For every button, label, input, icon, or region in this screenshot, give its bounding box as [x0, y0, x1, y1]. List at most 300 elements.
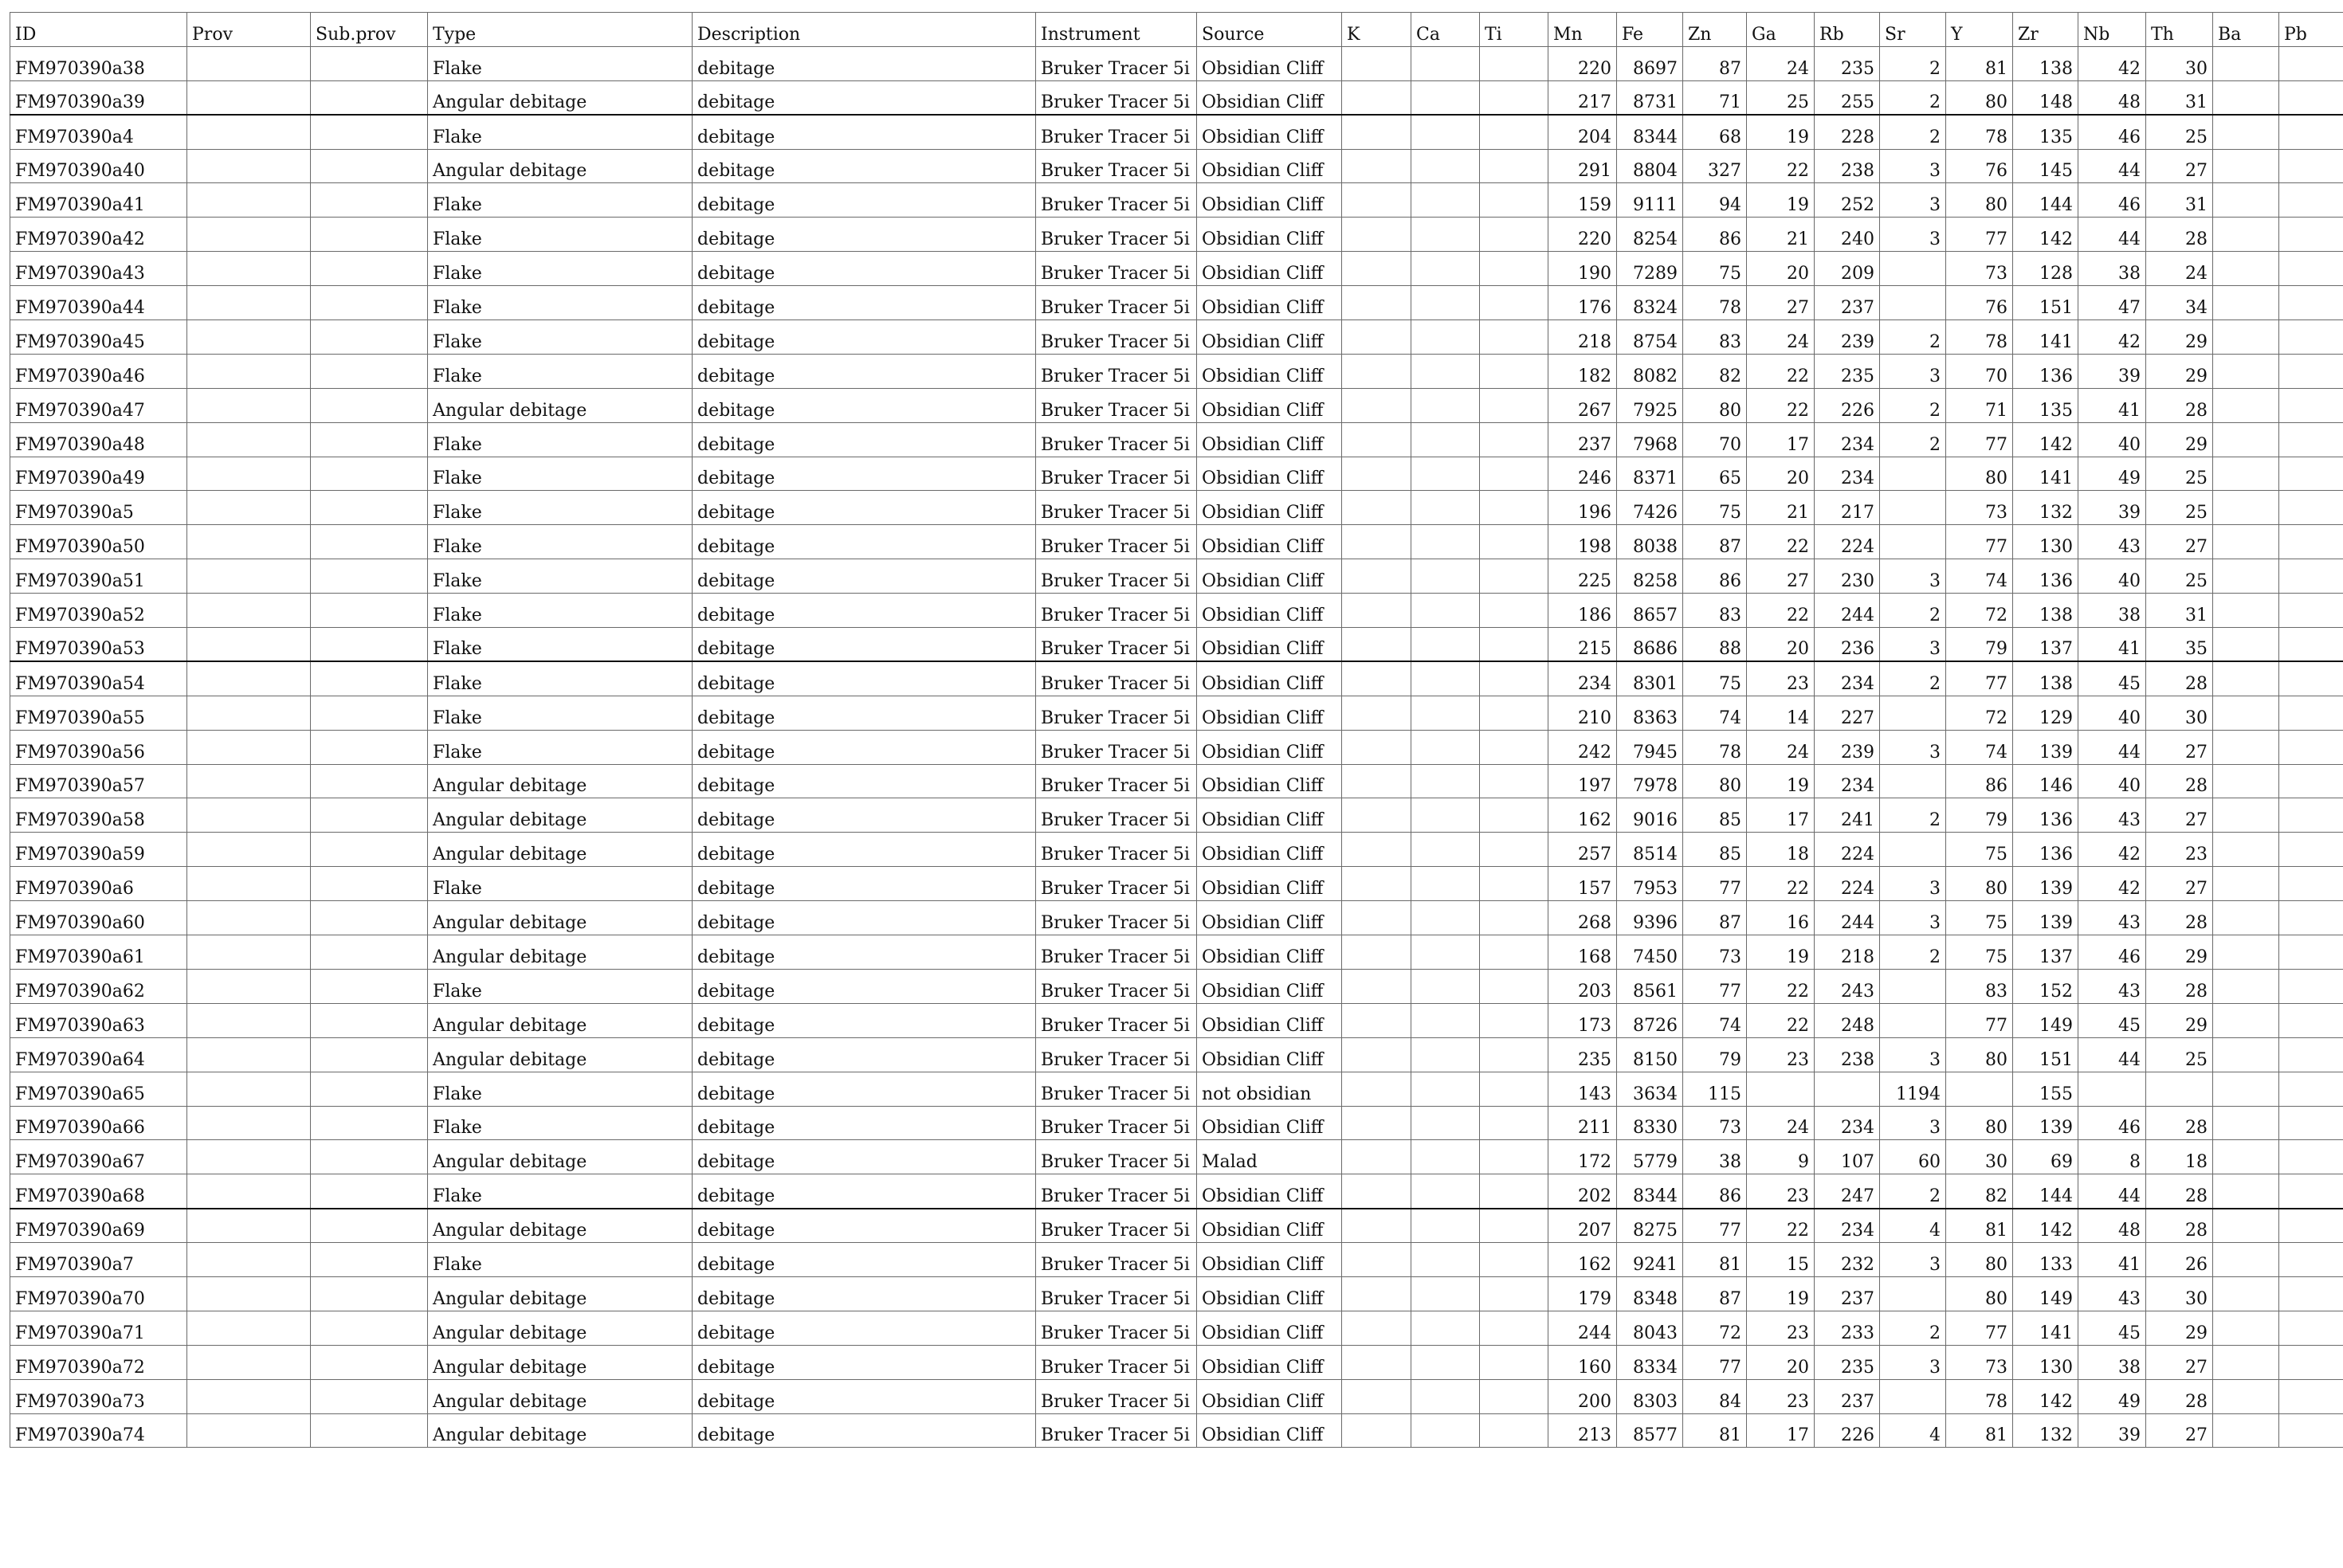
cell-id: FM970390a66 [10, 1106, 187, 1140]
cell-th: 29 [2146, 354, 2213, 388]
cell-instrument: Bruker Tracer 5i [1036, 628, 1197, 662]
cell-rb: 238 [1815, 1037, 1880, 1072]
cell-description: debitage [693, 1379, 1036, 1413]
cell-fe: 9241 [1617, 1243, 1683, 1277]
cell-fe: 7978 [1617, 764, 1683, 798]
cell-rb: 224 [1815, 867, 1880, 901]
cell-source: not obsidian [1197, 1072, 1342, 1106]
cell-k [1342, 354, 1411, 388]
table-row [10, 1345, 2343, 1379]
cell-subprov [311, 1276, 428, 1311]
cell-id: FM970390a74 [10, 1413, 187, 1448]
col-header-instrument: Instrument [1036, 13, 1197, 47]
cell-mn: 159 [1548, 183, 1617, 218]
cell-th: 18 [2146, 1140, 2213, 1174]
cell-instrument: Bruker Tracer 5i [1036, 867, 1197, 901]
cell-ca [1411, 286, 1480, 320]
cell-subprov [311, 1072, 428, 1106]
cell-ba [2213, 1379, 2279, 1413]
cell-sr: 3 [1880, 149, 1946, 183]
cell-th: 31 [2146, 80, 2213, 115]
cell-instrument: Bruker Tracer 5i [1036, 286, 1197, 320]
cell-subprov [311, 320, 428, 355]
cell-ti [1480, 183, 1548, 218]
cell-th: 25 [2146, 457, 2213, 491]
cell-ti [1480, 764, 1548, 798]
cell-nb: 46 [2078, 935, 2146, 970]
cell-subprov [311, 252, 428, 286]
cell-rb: 243 [1815, 969, 1880, 1003]
cell-prov [187, 559, 311, 594]
cell-ca [1411, 183, 1480, 218]
cell-mn: 211 [1548, 1106, 1617, 1140]
cell-fe: 3634 [1617, 1072, 1683, 1106]
cell-mn: 190 [1548, 252, 1617, 286]
cell-sr: 3 [1880, 901, 1946, 935]
cell-zn: 85 [1683, 833, 1747, 867]
cell-zn: 83 [1683, 594, 1747, 628]
cell-k [1342, 969, 1411, 1003]
cell-description: debitage [693, 422, 1036, 457]
cell-ga: 22 [1747, 354, 1815, 388]
cell-y: 73 [1946, 491, 2013, 525]
cell-ba [2213, 1345, 2279, 1379]
cell-sr [1880, 1379, 1946, 1413]
cell-ca [1411, 867, 1480, 901]
cell-zr: 141 [2013, 1311, 2078, 1345]
cell-source: Obsidian Cliff [1197, 320, 1342, 355]
cell-nb: 41 [2078, 1243, 2146, 1277]
cell-th: 31 [2146, 183, 2213, 218]
cell-fe: 8150 [1617, 1037, 1683, 1072]
cell-source: Obsidian Cliff [1197, 1174, 1342, 1209]
cell-ba [2213, 252, 2279, 286]
cell-pb [2279, 1106, 2343, 1140]
cell-k [1342, 559, 1411, 594]
cell-subprov [311, 661, 428, 696]
cell-ba [2213, 46, 2279, 80]
cell-pb [2279, 1140, 2343, 1174]
cell-fe: 8754 [1617, 320, 1683, 355]
cell-mn: 202 [1548, 1174, 1617, 1209]
cell-ba [2213, 422, 2279, 457]
cell-rb: 224 [1815, 525, 1880, 559]
cell-ca [1411, 1311, 1480, 1345]
cell-ba [2213, 457, 2279, 491]
table-row [10, 252, 2343, 286]
cell-ba [2213, 1140, 2279, 1174]
cell-rb: 255 [1815, 80, 1880, 115]
table-row [10, 1072, 2343, 1106]
cell-ba [2213, 80, 2279, 115]
cell-subprov [311, 1106, 428, 1140]
cell-pb [2279, 286, 2343, 320]
cell-id: FM970390a57 [10, 764, 187, 798]
cell-description: debitage [693, 867, 1036, 901]
cell-ba [2213, 628, 2279, 662]
cell-ga: 24 [1747, 320, 1815, 355]
cell-source: Obsidian Cliff [1197, 661, 1342, 696]
cell-type: Angular debitage [428, 1140, 693, 1174]
cell-id: FM970390a67 [10, 1140, 187, 1174]
cell-prov [187, 218, 311, 252]
cell-th: 27 [2146, 867, 2213, 901]
cell-ga: 22 [1747, 969, 1815, 1003]
cell-subprov [311, 286, 428, 320]
cell-fe: 8324 [1617, 286, 1683, 320]
cell-ca [1411, 1174, 1480, 1209]
cell-sr: 2 [1880, 935, 1946, 970]
cell-ba [2213, 1037, 2279, 1072]
cell-mn: 176 [1548, 286, 1617, 320]
cell-type: Angular debitage [428, 1413, 693, 1448]
cell-sr: 3 [1880, 1345, 1946, 1379]
cell-description: debitage [693, 1413, 1036, 1448]
cell-subprov [311, 1243, 428, 1277]
cell-id: FM970390a47 [10, 388, 187, 422]
cell-pb [2279, 1379, 2343, 1413]
cell-k [1342, 1174, 1411, 1209]
cell-pb [2279, 46, 2343, 80]
cell-source: Obsidian Cliff [1197, 1311, 1342, 1345]
cell-prov [187, 628, 311, 662]
cell-instrument: Bruker Tracer 5i [1036, 46, 1197, 80]
cell-sr: 4 [1880, 1209, 1946, 1243]
cell-ti [1480, 1174, 1548, 1209]
cell-rb: 235 [1815, 46, 1880, 80]
cell-th: 27 [2146, 1413, 2213, 1448]
cell-th: 28 [2146, 1379, 2213, 1413]
cell-source: Obsidian Cliff [1197, 867, 1342, 901]
cell-ba [2213, 183, 2279, 218]
table-row [10, 46, 2343, 80]
cell-k [1342, 1037, 1411, 1072]
cell-zr: 151 [2013, 1037, 2078, 1072]
cell-prov [187, 969, 311, 1003]
table-row [10, 218, 2343, 252]
cell-id: FM970390a70 [10, 1276, 187, 1311]
cell-id: FM970390a45 [10, 320, 187, 355]
cell-nb: 43 [2078, 969, 2146, 1003]
cell-prov [187, 1276, 311, 1311]
cell-ga: 24 [1747, 1106, 1815, 1140]
cell-ga: 15 [1747, 1243, 1815, 1277]
cell-nb: 43 [2078, 901, 2146, 935]
cell-ti [1480, 1209, 1548, 1243]
cell-id: FM970390a4 [10, 115, 187, 149]
cell-ga [1747, 1072, 1815, 1106]
cell-id: FM970390a65 [10, 1072, 187, 1106]
cell-type: Angular debitage [428, 388, 693, 422]
cell-sr [1880, 457, 1946, 491]
table-row [10, 183, 2343, 218]
cell-ti [1480, 149, 1548, 183]
cell-instrument: Bruker Tracer 5i [1036, 183, 1197, 218]
cell-ga: 20 [1747, 1345, 1815, 1379]
cell-pb [2279, 1276, 2343, 1311]
cell-y: 77 [1946, 1311, 2013, 1345]
cell-nb: 42 [2078, 833, 2146, 867]
cell-k [1342, 1072, 1411, 1106]
cell-instrument: Bruker Tracer 5i [1036, 457, 1197, 491]
cell-rb: 217 [1815, 491, 1880, 525]
cell-source: Obsidian Cliff [1197, 388, 1342, 422]
cell-fe: 7945 [1617, 730, 1683, 764]
cell-id: FM970390a58 [10, 798, 187, 833]
cell-zn: 83 [1683, 320, 1747, 355]
cell-source: Obsidian Cliff [1197, 80, 1342, 115]
cell-ba [2213, 1072, 2279, 1106]
cell-ti [1480, 798, 1548, 833]
cell-ga: 20 [1747, 628, 1815, 662]
cell-sr: 3 [1880, 559, 1946, 594]
cell-subprov [311, 1379, 428, 1413]
cell-mn: 213 [1548, 1413, 1617, 1448]
cell-instrument: Bruker Tracer 5i [1036, 764, 1197, 798]
cell-type: Flake [428, 218, 693, 252]
cell-ca [1411, 457, 1480, 491]
cell-description: debitage [693, 1276, 1036, 1311]
cell-y: 70 [1946, 354, 2013, 388]
cell-sr: 2 [1880, 422, 1946, 457]
cell-ba [2213, 1209, 2279, 1243]
cell-type: Angular debitage [428, 935, 693, 970]
cell-zr: 139 [2013, 730, 2078, 764]
cell-zn: 81 [1683, 1243, 1747, 1277]
cell-type: Flake [428, 594, 693, 628]
cell-pb [2279, 901, 2343, 935]
cell-source: Obsidian Cliff [1197, 491, 1342, 525]
cell-ti [1480, 1345, 1548, 1379]
table-row [10, 764, 2343, 798]
cell-ca [1411, 798, 1480, 833]
cell-th: 25 [2146, 1037, 2213, 1072]
cell-y: 79 [1946, 798, 2013, 833]
cell-mn: 220 [1548, 218, 1617, 252]
cell-ba [2213, 1003, 2279, 1037]
cell-y: 81 [1946, 1209, 2013, 1243]
cell-sr [1880, 525, 1946, 559]
cell-th: 27 [2146, 525, 2213, 559]
cell-th: 26 [2146, 1243, 2213, 1277]
table-row [10, 661, 2343, 696]
cell-prov [187, 183, 311, 218]
cell-ca [1411, 525, 1480, 559]
cell-y: 78 [1946, 1379, 2013, 1413]
cell-ga: 19 [1747, 764, 1815, 798]
cell-zn: 74 [1683, 1003, 1747, 1037]
cell-source: Obsidian Cliff [1197, 559, 1342, 594]
cell-description: debitage [693, 935, 1036, 970]
cell-subprov [311, 525, 428, 559]
cell-type: Flake [428, 286, 693, 320]
cell-fe: 8082 [1617, 354, 1683, 388]
cell-zn: 78 [1683, 286, 1747, 320]
cell-instrument: Bruker Tracer 5i [1036, 1379, 1197, 1413]
cell-prov [187, 1345, 311, 1379]
cell-k [1342, 218, 1411, 252]
cell-mn: 160 [1548, 1345, 1617, 1379]
cell-pb [2279, 867, 2343, 901]
cell-mn: 200 [1548, 1379, 1617, 1413]
cell-ga: 22 [1747, 594, 1815, 628]
cell-mn: 244 [1548, 1311, 1617, 1345]
cell-ti [1480, 388, 1548, 422]
cell-description: debitage [693, 1106, 1036, 1140]
cell-th: 29 [2146, 320, 2213, 355]
cell-source: Obsidian Cliff [1197, 833, 1342, 867]
cell-zn: 77 [1683, 1345, 1747, 1379]
cell-instrument: Bruker Tracer 5i [1036, 388, 1197, 422]
cell-nb: 40 [2078, 422, 2146, 457]
cell-rb: 228 [1815, 115, 1880, 149]
cell-source: Obsidian Cliff [1197, 1106, 1342, 1140]
cell-zr: 155 [2013, 1072, 2078, 1106]
cell-sr: 2 [1880, 798, 1946, 833]
cell-ga: 21 [1747, 218, 1815, 252]
cell-sr [1880, 833, 1946, 867]
cell-sr: 60 [1880, 1140, 1946, 1174]
cell-pb [2279, 696, 2343, 730]
cell-nb: 46 [2078, 115, 2146, 149]
cell-id: FM970390a62 [10, 969, 187, 1003]
cell-ga: 22 [1747, 149, 1815, 183]
cell-sr [1880, 491, 1946, 525]
cell-fe: 8371 [1617, 457, 1683, 491]
cell-rb: 224 [1815, 833, 1880, 867]
cell-ba [2213, 559, 2279, 594]
cell-zr: 136 [2013, 798, 2078, 833]
cell-id: FM970390a44 [10, 286, 187, 320]
cell-th: 23 [2146, 833, 2213, 867]
cell-pb [2279, 183, 2343, 218]
table-row [10, 1209, 2343, 1243]
cell-fe: 8697 [1617, 46, 1683, 80]
cell-zr: 139 [2013, 867, 2078, 901]
cell-th: 28 [2146, 764, 2213, 798]
cell-id: FM970390a73 [10, 1379, 187, 1413]
cell-k [1342, 252, 1411, 286]
cell-ti [1480, 1243, 1548, 1277]
cell-type: Flake [428, 491, 693, 525]
cell-pb [2279, 1345, 2343, 1379]
table-body [10, 46, 2343, 1448]
cell-ti [1480, 354, 1548, 388]
cell-ca [1411, 661, 1480, 696]
cell-fe: 7953 [1617, 867, 1683, 901]
cell-id: FM970390a7 [10, 1243, 187, 1277]
cell-ga: 27 [1747, 286, 1815, 320]
cell-fe: 8561 [1617, 969, 1683, 1003]
cell-ti [1480, 969, 1548, 1003]
cell-nb: 45 [2078, 1003, 2146, 1037]
cell-pb [2279, 764, 2343, 798]
cell-fe: 7450 [1617, 935, 1683, 970]
cell-fe: 8348 [1617, 1276, 1683, 1311]
cell-nb: 38 [2078, 252, 2146, 286]
cell-type: Angular debitage [428, 1037, 693, 1072]
cell-zr: 130 [2013, 1345, 2078, 1379]
cell-y: 72 [1946, 696, 2013, 730]
cell-ga: 16 [1747, 901, 1815, 935]
cell-ti [1480, 252, 1548, 286]
cell-description: debitage [693, 388, 1036, 422]
cell-ti [1480, 1413, 1548, 1448]
col-header-ba: Ba [2213, 13, 2279, 47]
cell-zn: 88 [1683, 628, 1747, 662]
cell-zn: 87 [1683, 525, 1747, 559]
col-header-ga: Ga [1747, 13, 1815, 47]
cell-th: 28 [2146, 661, 2213, 696]
cell-description: debitage [693, 901, 1036, 935]
cell-ba [2213, 388, 2279, 422]
cell-prov [187, 833, 311, 867]
cell-instrument: Bruker Tracer 5i [1036, 559, 1197, 594]
cell-k [1342, 286, 1411, 320]
cell-k [1342, 935, 1411, 970]
cell-mn: 291 [1548, 149, 1617, 183]
cell-type: Flake [428, 320, 693, 355]
cell-rb: 237 [1815, 1379, 1880, 1413]
col-header-rb: Rb [1815, 13, 1880, 47]
cell-subprov [311, 457, 428, 491]
cell-prov [187, 730, 311, 764]
cell-zn: 86 [1683, 559, 1747, 594]
cell-instrument: Bruker Tracer 5i [1036, 1174, 1197, 1209]
cell-ti [1480, 525, 1548, 559]
cell-zn: 86 [1683, 1174, 1747, 1209]
cell-zr: 146 [2013, 764, 2078, 798]
cell-ca [1411, 422, 1480, 457]
cell-fe: 8804 [1617, 149, 1683, 183]
cell-mn: 210 [1548, 696, 1617, 730]
cell-zr: 132 [2013, 491, 2078, 525]
cell-k [1342, 1345, 1411, 1379]
cell-type: Angular debitage [428, 1003, 693, 1037]
table-row [10, 320, 2343, 355]
cell-fe: 8334 [1617, 1345, 1683, 1379]
cell-id: FM970390a39 [10, 80, 187, 115]
cell-ga: 22 [1747, 867, 1815, 901]
cell-mn: 198 [1548, 525, 1617, 559]
cell-zn: 115 [1683, 1072, 1747, 1106]
cell-source: Obsidian Cliff [1197, 46, 1342, 80]
table-row [10, 867, 2343, 901]
cell-fe: 8303 [1617, 1379, 1683, 1413]
cell-mn: 267 [1548, 388, 1617, 422]
cell-instrument: Bruker Tracer 5i [1036, 1209, 1197, 1243]
cell-sr: 2 [1880, 80, 1946, 115]
cell-mn: 182 [1548, 354, 1617, 388]
cell-ca [1411, 1345, 1480, 1379]
cell-source: Obsidian Cliff [1197, 1209, 1342, 1243]
cell-k [1342, 798, 1411, 833]
cell-id: FM970390a48 [10, 422, 187, 457]
cell-zr: 151 [2013, 286, 2078, 320]
cell-ti [1480, 422, 1548, 457]
cell-subprov [311, 559, 428, 594]
table-row [10, 1276, 2343, 1311]
cell-type: Flake [428, 1243, 693, 1277]
cell-ca [1411, 491, 1480, 525]
col-header-th: Th [2146, 13, 2213, 47]
cell-ga: 23 [1747, 1379, 1815, 1413]
cell-ti [1480, 1037, 1548, 1072]
cell-pb [2279, 218, 2343, 252]
cell-ba [2213, 696, 2279, 730]
cell-rb: 209 [1815, 252, 1880, 286]
cell-ba [2213, 935, 2279, 970]
